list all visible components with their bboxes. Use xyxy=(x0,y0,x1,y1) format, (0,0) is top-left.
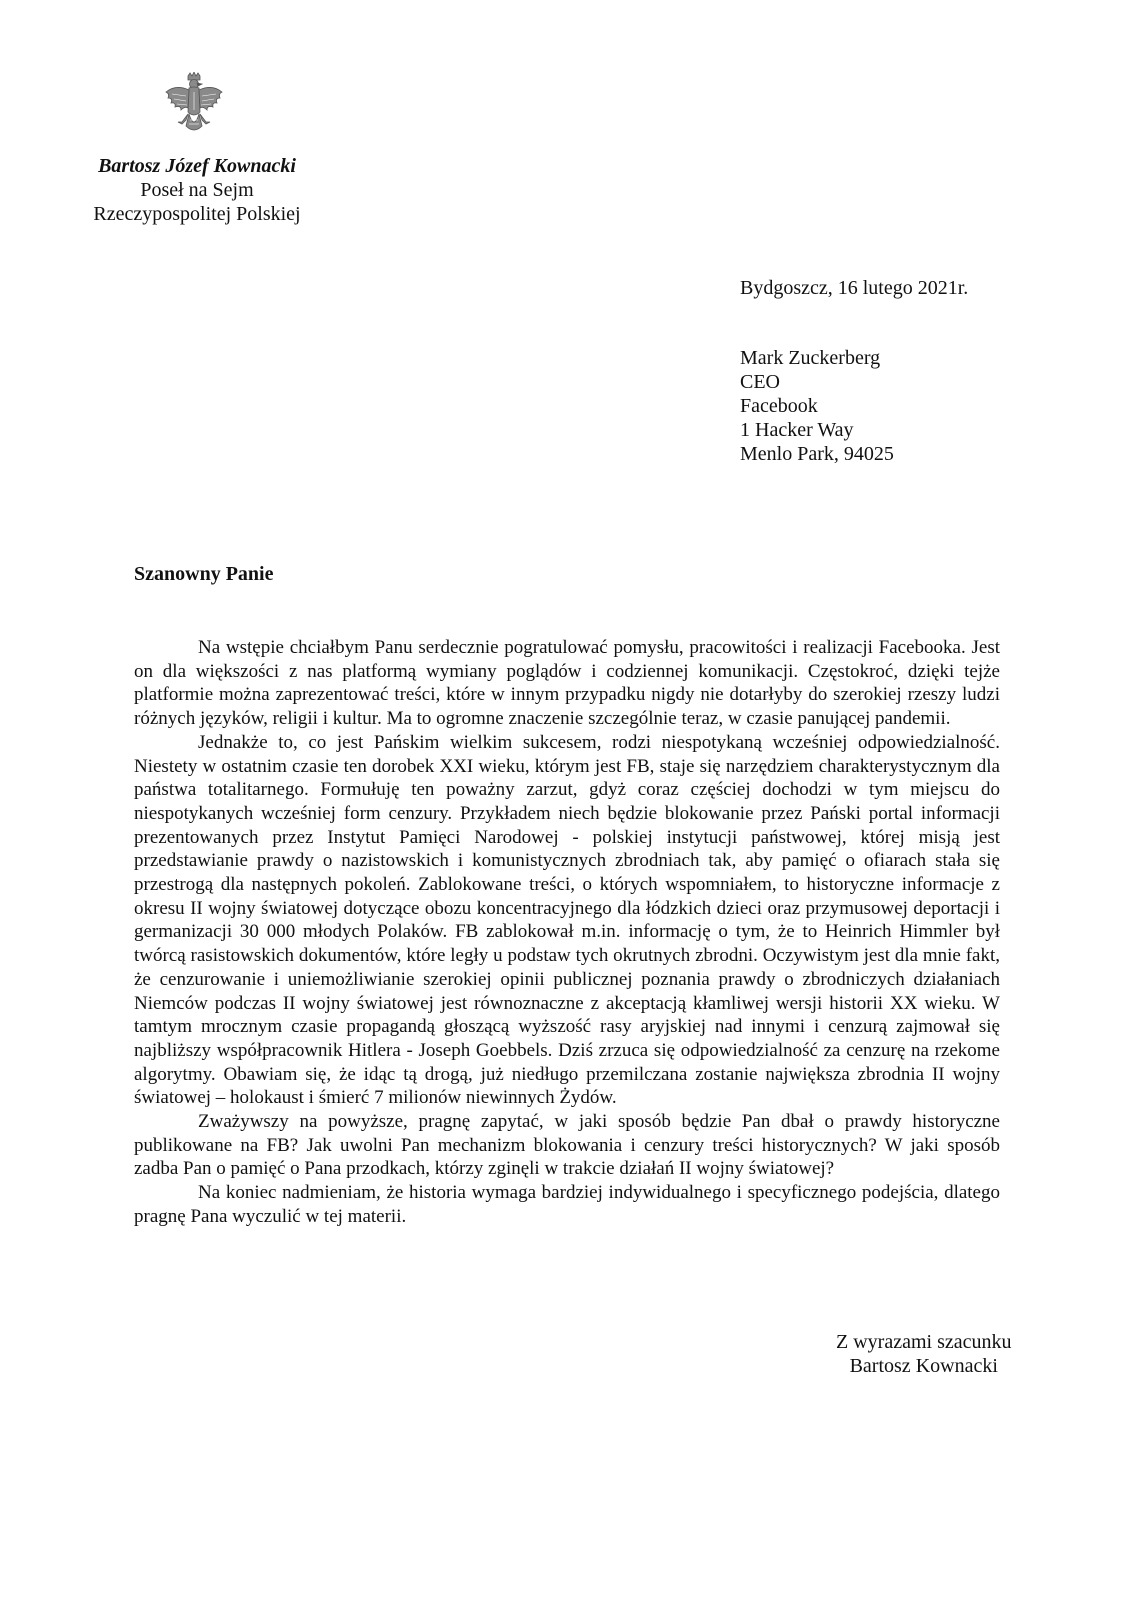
body-paragraph-2: Jednakże to, co jest Pańskim wielkim sukcesem, rodzi niespotykaną wcześniej odpowiedzialność. Niestety w ostatnim czasie ten dorobek XXI wieku, którym jest FB, staje się narzędziem charakterystycznym dla państwa totalitarnego. Formułuję ten poważny zarzut, gdyż coraz częściej dochodzi w tym miejscu do niespotykanych wcześniej form cenzury. Przykładem niech będzie blokowanie przez Pański portal informacji prezentowanych przez Instytut Pamięci Narodowej - polskiej instytucji państwowej, której misją jest przedstawianie prawdy o nazistowskich i komunistycznych zbrodniach tak, aby pamięć o ofiarach stała się przestrogą dla następnych pokoleń. Zablokowane treści, o których wspomniałem, to historyczne informacje z okresu II wojny światowej dotyczące obozu koncentracyjnego dla łódzkich dzieci oraz przymusowej deportacji i germanizacji 30 000 młodych Polaków. FB zablokował m.in. informację o tym, że to Heinrich Himmler był twórcą rasistowskich dokumentów, które legły u podstaw tych okrutnych zbrodni. Oczywistym jest dla mnie fakt, że cenzurowanie i uniemożliwianie szerokiej opinii publicznej poznania prawdy o zbrodniczych działaniach Niemców podczas II wojny światowej jest równoznaczne z akceptacją kłamliwej wersji historii XX wieku. W tamtym mrocznym czasie propagandą głoszącą wyższość rasy aryjskiej nad innymi i cenzurą zajmował się najbliższy współpracownik Hitlera - Joseph Goebbels. Dziś zrzuca się odpowiedzialność za cenzurę na rzekome algorytmy. Obawiam się, że idąc tą drogą, już niedługo przemilczana zostanie największa zbrodnia II wojny światowej – holokaust i śmierć 7 milionów niewinnych Żydów. xyxy=(134,731,1000,1109)
recipient-title: CEO xyxy=(740,371,780,393)
recipient-street: 1 Hacker Way xyxy=(740,419,854,441)
recipient-company: Facebook xyxy=(740,395,818,417)
body-paragraph-3: Zważywszy na powyższe, pragnę zapytać, w jaki sposób będzie Pan dbał o prawdy historyczne publikowane na FB? Jak uwolni Pan mechanizm blokowania i cenzury treści historycznych? W jaki sposób zadba Pan o pamięć o Pana przodkach, którzy zginęli w trakcie działań II wojny światowej? xyxy=(134,1111,1000,1180)
sender-title-line1: Poseł na Sejm xyxy=(140,179,254,201)
recipient-address xyxy=(740,346,894,466)
letter-date: Bydgoszcz, 16 lutego 2021r. xyxy=(740,277,969,299)
closing-block xyxy=(836,1330,1011,1378)
sender-title-line2: Rzeczypospolitej Polskiej xyxy=(93,203,301,225)
salutation: Szanowny Panie xyxy=(134,563,274,585)
sender-name: Bartosz Józef Kownacki xyxy=(98,155,296,177)
body-paragraph-1: Na wstępie chciałbym Panu serdecznie pogratulować pomysłu, pracowitości i realizacji Facebooka. Jest on dla większości z nas platformą wymiany poglądów i codziennej komunikacji. Częstokroć, dzięki tejże platformie można zaprezentować treści, które w innym przypadku nigdy nie dotarłyby do szerokiej rzeszy ludzi różnych języków, religii i kultur. Ma to ogromne znaczenie szczególnie teraz, w czasie panującej pandemii. xyxy=(134,637,1000,730)
sender-block xyxy=(84,154,310,226)
closing-phrase: Z wyrazami szacunku xyxy=(836,1331,1012,1353)
polish-eagle-emblem-icon xyxy=(162,72,226,142)
body-paragraph-4: Na koniec nadmieniam, że historia wymaga bardziej indywidualnego i specyficznego podejścia, dlatego pragnę Pana wyczulić w tej materii. xyxy=(134,1182,1000,1227)
signature-name: Bartosz Kownacki xyxy=(849,1355,998,1377)
recipient-city: Menlo Park, 94025 xyxy=(740,443,894,465)
letter-body xyxy=(134,636,1000,1229)
recipient-name: Mark Zuckerberg xyxy=(740,347,881,369)
